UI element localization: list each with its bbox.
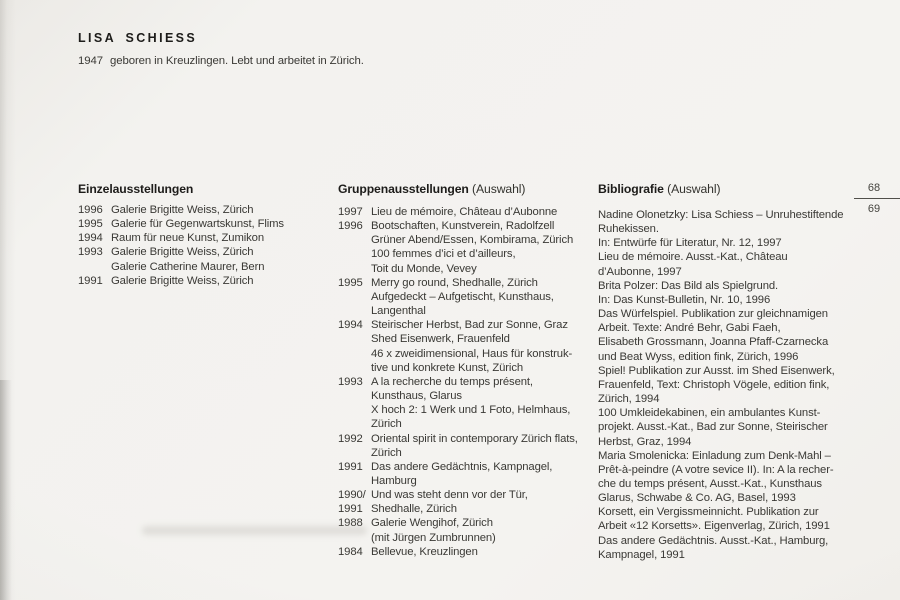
bibliography-line: Prêt-à-peindre (A votre sevice II). In: A la recher- <box>598 463 834 476</box>
exhibition-row <box>78 203 333 217</box>
bibliography-line: Brita Polzer: Das Bild als Spielgrund. <box>598 279 779 292</box>
exhibition-text: Galerie Catherine Maurer, Bern <box>111 260 265 273</box>
bibliography-line: Das andere Gedächtnis. Ausst.-Kat., Hamburg, <box>598 534 829 547</box>
scan-edge-shadow <box>0 380 14 600</box>
bibliography-line: und Beat Wyss, edition fink, Zürich, 1996 <box>598 350 799 363</box>
bibliography-line: projekt. Ausst.-Kat., Bad zur Sonne, Steirischer <box>598 421 828 434</box>
exhibition-row <box>338 233 598 247</box>
exhibition-row <box>338 219 598 233</box>
exhibition-text: Aufgedeckt – Aufgetischt, Kunsthaus, <box>371 290 554 303</box>
exhibition-text: Merry go round, Shedhalle, Zürich <box>371 276 538 289</box>
bibliography-line: 100 Umkleidekabinen, ein ambulantes Kunst- <box>598 407 821 420</box>
exhibition-text: Shedhalle, Zürich <box>371 503 457 516</box>
bibliography-line: Kampnagel, 1991 <box>598 548 685 561</box>
exhibition-year <box>338 474 371 488</box>
exhibition-year <box>78 260 111 274</box>
exhibition-year: 1996 <box>78 204 103 216</box>
exhibition-text: Galerie Brigitte Weiss, Zürich <box>111 204 254 216</box>
exhibition-year <box>338 361 371 375</box>
exhibition-text: Oriental spirit in contemporary Zürich flats, <box>371 432 578 445</box>
exhibition-year: 1993 <box>78 246 103 259</box>
exhibition-year: 1991 <box>338 460 363 473</box>
exhibition-row <box>338 446 598 460</box>
page-numbers <box>854 182 900 216</box>
exhibition-row <box>338 347 598 361</box>
exhibition-row <box>78 217 333 231</box>
section-title: Gruppenausstellungen <box>338 182 469 196</box>
exhibition-year: 1995 <box>78 218 103 231</box>
print-bleedthrough-smudge <box>142 526 367 535</box>
exhibition-text: Grüner Abend/Essen, Kombirama, Zürich <box>371 234 574 247</box>
exhibition-text: A la recherche du temps présent, <box>371 375 533 388</box>
gruppenausstellungen-heading <box>338 182 525 196</box>
exhibition-row <box>338 304 598 318</box>
exhibition-year: 1994 <box>78 232 103 245</box>
exhibition-row <box>338 516 598 530</box>
exhibition-row <box>338 531 598 545</box>
exhibition-text: Bootschaften, Kunstverein, Radolfzell <box>371 220 555 233</box>
exhibition-year: 1984 <box>338 545 363 558</box>
bibliography-line: che du temps présent, Ausst.-Kat., Kunsthaus <box>598 477 822 490</box>
exhibition-text: Galerie Brigitte Weiss, Zürich <box>111 274 254 287</box>
page-number-bottom: 69 <box>867 203 881 215</box>
bibliography-line: Lieu de mémoire. Ausst.-Kat., Château <box>598 251 788 264</box>
exhibition-row <box>338 375 598 389</box>
bibliography-line: Frauenfeld, Text: Christoph Vögele, edition fink, <box>598 378 830 391</box>
bibliography-line: Arbeit. Texte: André Behr, Gabi Faeh, <box>598 322 781 335</box>
exhibition-row <box>338 262 598 276</box>
exhibition-year: 1991 <box>78 274 103 287</box>
exhibition-row <box>338 502 598 516</box>
exhibition-year <box>338 389 371 403</box>
section-suffix: (Auswahl) <box>472 182 526 196</box>
exhibition-row <box>338 247 598 261</box>
bibliography-line: Elisabeth Grossmann, Joanna Pfaff-Czarnecka <box>598 336 829 349</box>
exhibition-row <box>338 318 598 332</box>
exhibition-text: (mit Jürgen Zumbrunnen) <box>371 531 496 544</box>
exhibition-row <box>338 361 598 375</box>
bibliography-line: Das Würfelspiel. Publikation zur gleichnamigen <box>598 308 828 321</box>
exhibition-row <box>78 245 333 259</box>
exhibition-year: 1991 <box>338 503 363 516</box>
bibliography-line: Nadine Olonetzky: Lisa Schiess – Unruhestiftende <box>598 209 844 221</box>
exhibition-row <box>338 474 598 488</box>
exhibition-text: Das andere Gedächtnis, Kampnagel, <box>371 460 553 473</box>
exhibition-year: 1988 <box>338 517 363 530</box>
exhibition-text: tive und konkrete Kunst, Zürich <box>371 361 524 374</box>
exhibition-row <box>338 332 598 346</box>
exhibition-year <box>338 304 371 318</box>
bibliography-line: Zürich, 1994 <box>598 393 660 406</box>
exhibition-row <box>338 205 598 219</box>
artist-bio-line <box>78 55 364 67</box>
exhibition-row <box>338 417 598 431</box>
exhibition-row <box>338 460 598 474</box>
exhibition-text: Und was steht denn vor der Tür, <box>371 489 528 502</box>
bibliography-line: Spiel! Publikation zur Ausst. im Shed Eisenwerk, <box>598 364 835 377</box>
exhibition-row <box>338 276 598 290</box>
exhibition-row <box>78 274 333 288</box>
exhibition-row <box>338 403 598 417</box>
bibliography-line: Ruhekissen. <box>598 223 659 236</box>
page-number-top: 68 <box>867 182 881 194</box>
einzelausstellungen-list <box>78 203 333 288</box>
exhibition-year <box>338 247 371 261</box>
exhibition-year <box>338 262 371 276</box>
exhibition-year <box>338 290 371 304</box>
exhibition-year <box>338 347 371 361</box>
section-title: Bibliografie <box>598 182 664 196</box>
exhibition-year <box>338 403 371 417</box>
artist-name: LISA SCHIESS <box>78 31 198 45</box>
exhibition-year: 1997 <box>338 206 363 218</box>
exhibition-text: X hoch 2: 1 Werk und 1 Foto, Helmhaus, <box>371 404 571 417</box>
gruppenausstellungen-list <box>338 205 598 559</box>
exhibition-text: Shed Eisenwerk, Frauenfeld <box>371 333 510 346</box>
bibliography-line: Glarus, Schwabe & Co. AG, Basel, 1993 <box>598 492 796 505</box>
exhibition-year: 1994 <box>338 319 363 332</box>
exhibition-year: 1990/ <box>338 489 366 502</box>
bibliografie-heading <box>598 182 720 196</box>
exhibition-row <box>338 488 598 502</box>
exhibition-text: Langenthal <box>371 305 426 318</box>
exhibition-row <box>338 432 598 446</box>
exhibition-text: Galerie Brigitte Weiss, Zürich <box>111 246 254 259</box>
exhibition-text: Kunsthaus, Glarus <box>371 390 462 403</box>
exhibition-row <box>78 231 333 245</box>
exhibition-text: 100 femmes d’ici et d’ailleurs, <box>371 248 516 261</box>
exhibition-year <box>338 446 371 460</box>
exhibition-year: 1995 <box>338 276 363 289</box>
birth-year: 1947 <box>78 55 103 67</box>
section-title: Einzelausstellungen <box>78 182 194 196</box>
exhibition-text: Bellevue, Kreuzlingen <box>371 545 478 558</box>
bibliography-line: Arbeit «12 Korsetts». Eigenverlag, Zürich, 1991 <box>598 520 830 533</box>
exhibition-text: Galerie Wengihof, Zürich <box>371 517 493 530</box>
exhibition-text: Hamburg <box>371 474 417 487</box>
exhibition-year <box>338 233 371 247</box>
einzelausstellungen-heading <box>78 182 193 196</box>
section-suffix: (Auswahl) <box>667 182 721 196</box>
bibliography-line: Maria Smolenicka: Einladung zum Denk-Mahl – <box>598 449 831 462</box>
bibliografie-list <box>598 208 853 562</box>
exhibition-text: Raum für neue Kunst, Zumikon <box>111 232 264 245</box>
bibliography-line: In: Entwürfe für Literatur, Nr. 12, 1997 <box>598 237 782 250</box>
bibliography-line: d’Aubonne, 1997 <box>598 265 682 278</box>
exhibition-year <box>338 332 371 346</box>
bibliography-line: Korsett, ein Vergissmeinnicht. Publikation zur <box>598 506 819 519</box>
exhibition-text: Lieu de mémoire, Château d’Aubonne <box>371 206 558 218</box>
exhibition-row <box>78 260 333 274</box>
bibliography-line: In: Das Kunst-Bulletin, Nr. 10, 1996 <box>598 293 771 306</box>
exhibition-text: Toit du Monde, Vevey <box>371 262 477 275</box>
exhibition-year: 1996 <box>338 220 363 233</box>
exhibition-row <box>338 389 598 403</box>
bibliography-line: Herbst, Graz, 1994 <box>598 435 692 448</box>
exhibition-year: 1993 <box>338 375 363 388</box>
bio-text: geboren in Kreuzlingen. Lebt und arbeitet in Zürich. <box>110 55 364 67</box>
exhibition-row <box>338 545 598 559</box>
exhibition-text: Galerie für Gegenwartskunst, Flims <box>111 218 284 231</box>
exhibition-text: 46 x zweidimensional, Haus für konstruk- <box>371 347 573 360</box>
exhibition-text: Steirischer Herbst, Bad zur Sonne, Graz <box>371 319 568 332</box>
page-number-divider <box>854 198 900 199</box>
exhibition-row <box>338 290 598 304</box>
exhibition-text: Zürich <box>371 418 402 431</box>
exhibition-year: 1992 <box>338 432 363 445</box>
exhibition-text: Zürich <box>371 446 402 459</box>
exhibition-year <box>338 417 371 431</box>
